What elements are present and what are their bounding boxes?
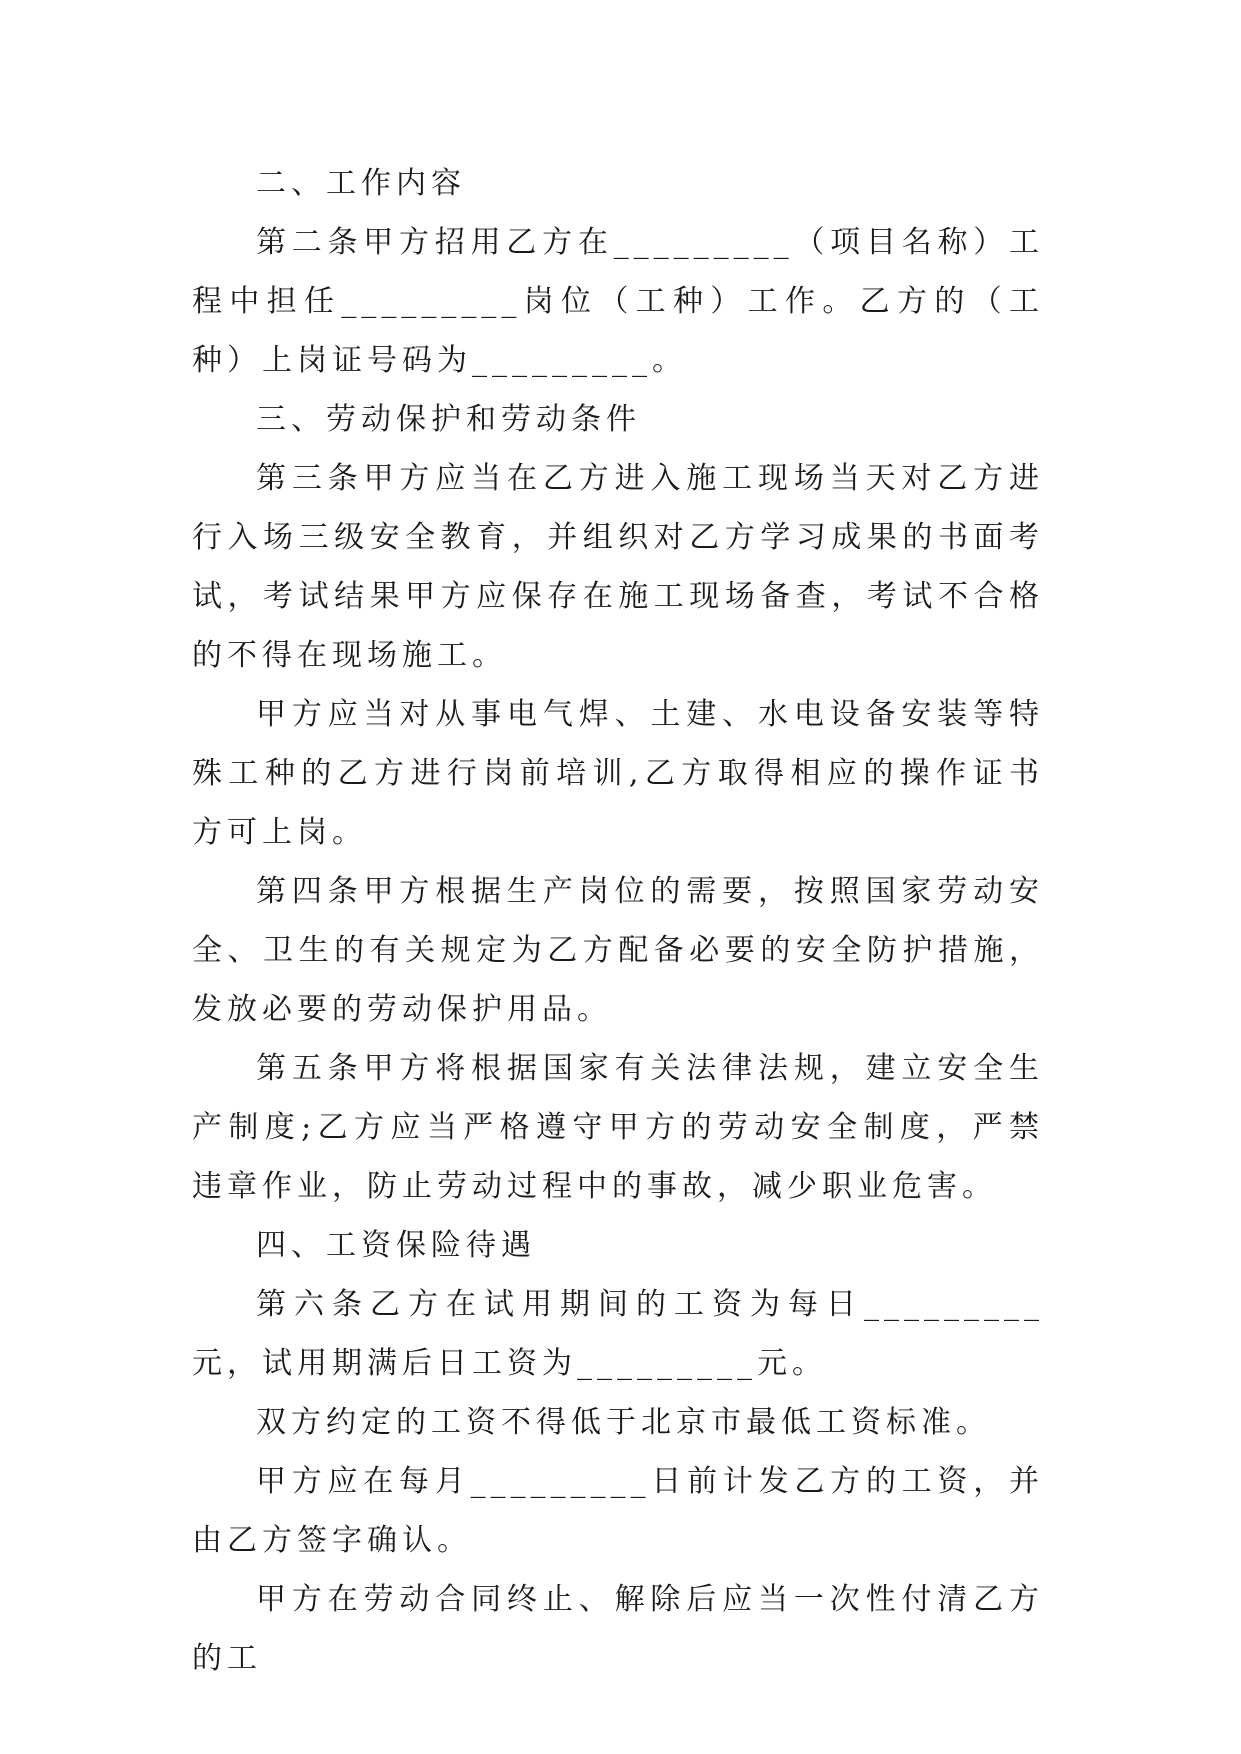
blank-field: _________ [470,1464,651,1499]
paragraph-article-2: 第二条甲方招用乙方在_________（项目名称）工程中担任_________岗位（工种）工作。乙方的（工种）上岗证号码为_________。 [192,225,1045,378]
paragraph-article-5: 第五条甲方将根据国家有关法律法规，建立安全生产制度;乙方应当严格遵守甲方的劳动安全制度，严禁违章作业，防止劳动过程中的事故，减少职业危害。 [192,1051,1044,1204]
paragraph-article-6: 第六条乙方在试用期间的工资为每日_________元，试用期满后日工资为_________元。 [192,1287,1044,1381]
document-body [192,154,1044,1688]
paragraph-final-payment: 甲方在劳动合同终止、解除后应当一次性付清乙方的工 [192,1582,1044,1676]
section-heading-labor-protection: 三、劳动保护和劳动条件 [256,402,641,437]
blank-field: _________ [341,284,522,319]
paragraph-article-3: 第三条甲方应当在乙方进入施工现场当天对乙方进行入场三级安全教育，并组织对乙方学习成果的书面考试，考试结果甲方应保存在施工现场备查，考试不合格的不得在现场施工。 [192,461,1044,673]
blank-field: _________ [577,1346,757,1381]
blank-field: _________ [613,225,794,260]
paragraph-pay-date: 甲方应在每月_________日前计发乙方的工资，并由乙方签字确认。 [192,1464,1045,1558]
blank-field: _________ [472,343,652,378]
blank-field: _________ [864,1287,1044,1322]
paragraph-article-4: 第四条甲方根据生产岗位的需要，按照国家劳动安全、卫生的有关规定为乙方配备必要的安全防护措施，发放必要的劳动保护用品。 [192,874,1044,1027]
section-heading-work-content: 二、工作内容 [256,166,466,201]
paragraph-special-training: 甲方应当对从事电气焊、土建、水电设备安装等特殊工种的乙方进行岗前培训,乙方取得相应的操作证书方可上岗。 [192,697,1044,850]
section-heading-wages-insurance: 四、工资保险待遇 [256,1228,536,1263]
paragraph-minimum-wage: 双方约定的工资不得低于北京市最低工资标准。 [256,1405,991,1440]
